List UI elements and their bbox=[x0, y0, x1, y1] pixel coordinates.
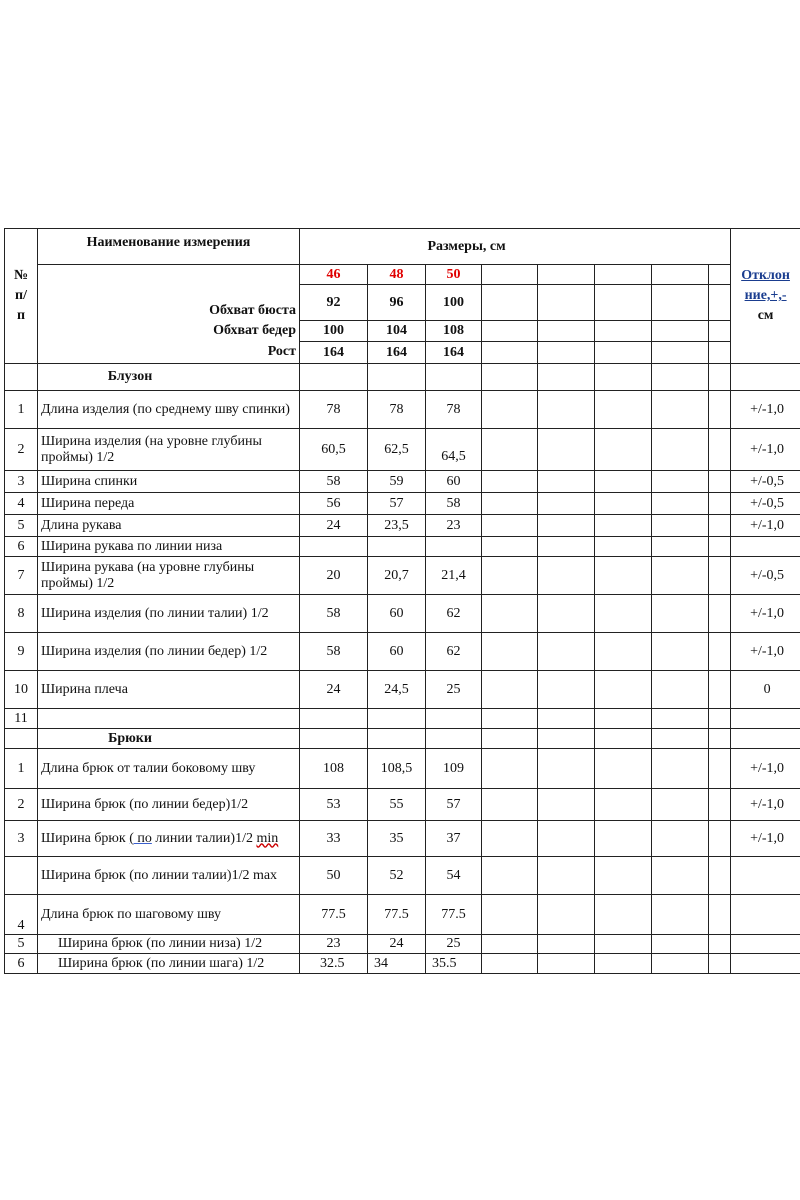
header-name bbox=[38, 229, 300, 265]
table-row bbox=[5, 789, 800, 821]
empty-cell bbox=[482, 265, 538, 285]
deviation-value: +/-1,0 bbox=[731, 749, 800, 789]
size-value: 77.5 bbox=[426, 895, 482, 935]
table-row bbox=[5, 709, 800, 729]
deviation-value: +/-1,0 bbox=[731, 595, 800, 633]
table-row bbox=[5, 595, 800, 633]
param-label-hips: Обхват бедер bbox=[38, 321, 300, 342]
row-number: 5 bbox=[5, 515, 38, 537]
bust-value: 92 bbox=[300, 285, 368, 321]
table-row bbox=[5, 633, 800, 671]
size-value: 25 bbox=[426, 935, 482, 954]
row-name: Ширина изделия (по линии бедер) 1/2 bbox=[38, 633, 300, 671]
empty-cell bbox=[538, 857, 595, 895]
size-value: 24 bbox=[300, 515, 368, 537]
empty-cell bbox=[595, 285, 652, 321]
empty-cell bbox=[595, 729, 652, 749]
empty-cell bbox=[709, 729, 731, 749]
row-number: 2 bbox=[5, 429, 38, 471]
empty-cell bbox=[538, 285, 595, 321]
size-chart-sheet bbox=[4, 228, 800, 974]
empty-cell bbox=[300, 729, 368, 749]
table-row bbox=[5, 471, 800, 493]
param-label-bust bbox=[38, 265, 300, 321]
size-value: 52 bbox=[368, 857, 426, 895]
empty-cell bbox=[300, 364, 368, 391]
empty-cell bbox=[538, 935, 595, 954]
size-46: 46 bbox=[300, 265, 368, 285]
empty-cell bbox=[538, 321, 595, 342]
deviation-value bbox=[731, 895, 800, 935]
deviation-value bbox=[731, 935, 800, 954]
empty-cell bbox=[368, 364, 426, 391]
row-number: 7 bbox=[5, 557, 38, 595]
height-value: 164 bbox=[368, 342, 426, 364]
header-row-top bbox=[5, 229, 800, 265]
size-value bbox=[426, 537, 482, 557]
size-value: 23 bbox=[300, 935, 368, 954]
size-value: 108 bbox=[300, 749, 368, 789]
size-value: 58 bbox=[300, 471, 368, 493]
trousers-rows bbox=[5, 749, 800, 974]
size-value bbox=[368, 709, 426, 729]
empty-cell bbox=[595, 595, 652, 633]
empty-cell bbox=[652, 429, 709, 471]
deviation-value: +/-0,5 bbox=[731, 493, 800, 515]
empty-cell bbox=[482, 321, 538, 342]
row-name: Ширина изделия (на уровне глубины проймы) 1/2 bbox=[38, 429, 300, 471]
empty-cell bbox=[482, 895, 538, 935]
empty-cell bbox=[538, 515, 595, 537]
empty-cell bbox=[538, 789, 595, 821]
row-name: Длина брюк по шаговому шву bbox=[38, 895, 300, 935]
empty-cell bbox=[709, 537, 731, 557]
bust-value: 100 bbox=[426, 285, 482, 321]
size-value: 50 bbox=[300, 857, 368, 895]
hips-row bbox=[5, 321, 800, 342]
row-number: 4 bbox=[5, 895, 38, 935]
row-number: 1 bbox=[5, 391, 38, 429]
empty-cell bbox=[5, 729, 38, 749]
size-value: 108,5 bbox=[368, 749, 426, 789]
empty-cell bbox=[595, 557, 652, 595]
size-value: 23,5 bbox=[368, 515, 426, 537]
row-name: Ширина спинки bbox=[38, 471, 300, 493]
row-name bbox=[38, 709, 300, 729]
empty-cell bbox=[595, 954, 652, 974]
empty-cell bbox=[538, 493, 595, 515]
empty-cell bbox=[709, 633, 731, 671]
empty-cell bbox=[426, 729, 482, 749]
table-row bbox=[5, 749, 800, 789]
empty-cell bbox=[482, 537, 538, 557]
empty-cell bbox=[709, 285, 731, 321]
empty-cell bbox=[595, 429, 652, 471]
empty-cell bbox=[538, 595, 595, 633]
empty-cell bbox=[538, 429, 595, 471]
empty-cell bbox=[652, 895, 709, 935]
size-value: 35 bbox=[368, 821, 426, 857]
size-value: 58 bbox=[300, 595, 368, 633]
row-number: 3 bbox=[5, 821, 38, 857]
row-name bbox=[38, 821, 300, 857]
empty-cell bbox=[652, 671, 709, 709]
empty-cell bbox=[709, 557, 731, 595]
empty-cell bbox=[482, 285, 538, 321]
empty-cell bbox=[709, 595, 731, 633]
row-number: 5 bbox=[5, 935, 38, 954]
row-name: Ширина переда bbox=[38, 493, 300, 515]
row-number: 6 bbox=[5, 954, 38, 974]
row-number: 2 bbox=[5, 789, 38, 821]
empty-cell bbox=[595, 493, 652, 515]
empty-cell bbox=[709, 265, 731, 285]
empty-cell bbox=[652, 954, 709, 974]
size-value: 58 bbox=[300, 633, 368, 671]
empty-cell bbox=[595, 471, 652, 493]
empty-cell bbox=[482, 821, 538, 857]
empty-cell bbox=[538, 537, 595, 557]
size-48: 48 bbox=[368, 265, 426, 285]
hips-value: 100 bbox=[300, 321, 368, 342]
empty-cell bbox=[595, 391, 652, 429]
row-number: 4 bbox=[5, 493, 38, 515]
hips-value: 104 bbox=[368, 321, 426, 342]
param-label-bust-text: Обхват бюста bbox=[209, 302, 296, 318]
section-title-blouse: Блузон bbox=[38, 364, 300, 391]
empty-cell bbox=[595, 364, 652, 391]
size-value: 21,4 bbox=[426, 557, 482, 595]
table-row bbox=[5, 391, 800, 429]
size-value: 23 bbox=[426, 515, 482, 537]
height-row bbox=[5, 342, 800, 364]
empty-cell bbox=[709, 709, 731, 729]
empty-cell bbox=[482, 557, 538, 595]
header-deviation-line1: Отклон bbox=[741, 268, 790, 283]
empty-cell bbox=[652, 557, 709, 595]
empty-cell bbox=[538, 709, 595, 729]
table-row bbox=[5, 537, 800, 557]
header-num bbox=[5, 229, 38, 364]
empty-cell bbox=[652, 493, 709, 515]
size-value: 64,5 bbox=[426, 429, 482, 471]
empty-cell bbox=[595, 749, 652, 789]
size-label-row bbox=[5, 265, 800, 285]
deviation-value: +/-1,0 bbox=[731, 429, 800, 471]
empty-cell bbox=[652, 342, 709, 364]
size-value: 53 bbox=[300, 789, 368, 821]
size-value: 57 bbox=[426, 789, 482, 821]
deviation-value: +/-0,5 bbox=[731, 471, 800, 493]
empty-cell bbox=[482, 471, 538, 493]
empty-cell bbox=[709, 789, 731, 821]
empty-cell bbox=[709, 515, 731, 537]
empty-cell bbox=[482, 342, 538, 364]
blouse-rows bbox=[5, 391, 800, 729]
header-name-label: Наименование измерения bbox=[86, 235, 251, 250]
empty-cell bbox=[595, 537, 652, 557]
size-value: 62 bbox=[426, 595, 482, 633]
deviation-value: 0 bbox=[731, 671, 800, 709]
size-value: 78 bbox=[300, 391, 368, 429]
table-row bbox=[5, 557, 800, 595]
empty-cell bbox=[652, 935, 709, 954]
table-row bbox=[5, 954, 800, 974]
empty-cell bbox=[595, 633, 652, 671]
empty-cell bbox=[652, 729, 709, 749]
empty-cell bbox=[709, 935, 731, 954]
table-row bbox=[5, 671, 800, 709]
empty-cell bbox=[709, 391, 731, 429]
row-name: Ширина брюк (по линии низа) 1/2 bbox=[38, 935, 300, 954]
empty-cell bbox=[595, 935, 652, 954]
size-value: 57 bbox=[368, 493, 426, 515]
size-value: 35.5 bbox=[426, 954, 482, 974]
row-name: Ширина плеча bbox=[38, 671, 300, 709]
empty-cell bbox=[731, 364, 800, 391]
section-title-trousers: Брюки bbox=[38, 729, 300, 749]
empty-cell bbox=[709, 364, 731, 391]
empty-cell bbox=[538, 557, 595, 595]
size-value: 59 bbox=[368, 471, 426, 493]
header-deviation bbox=[731, 229, 800, 364]
empty-cell bbox=[709, 429, 731, 471]
empty-cell bbox=[538, 821, 595, 857]
size-value: 34 bbox=[368, 954, 426, 974]
size-value bbox=[426, 709, 482, 729]
row-name: Ширина рукава (на уровне глубины проймы) 1/2 bbox=[38, 557, 300, 595]
empty-cell bbox=[595, 895, 652, 935]
row-name: Длина рукава bbox=[38, 515, 300, 537]
row-number: 9 bbox=[5, 633, 38, 671]
empty-cell bbox=[652, 391, 709, 429]
header-deviation-line3: см bbox=[757, 308, 774, 323]
size-value: 109 bbox=[426, 749, 482, 789]
table-row bbox=[5, 895, 800, 935]
empty-cell bbox=[652, 749, 709, 789]
empty-cell bbox=[538, 749, 595, 789]
table-row bbox=[5, 821, 800, 857]
deviation-value: +/-0,5 bbox=[731, 557, 800, 595]
empty-cell bbox=[538, 671, 595, 709]
size-value: 55 bbox=[368, 789, 426, 821]
empty-cell bbox=[652, 515, 709, 537]
height-value: 164 bbox=[300, 342, 368, 364]
param-label-height: Рост bbox=[38, 342, 300, 364]
size-chart-table bbox=[4, 228, 800, 974]
size-value bbox=[368, 537, 426, 557]
size-value: 60,5 bbox=[300, 429, 368, 471]
empty-cell bbox=[595, 671, 652, 709]
empty-cell bbox=[482, 671, 538, 709]
deviation-value bbox=[731, 954, 800, 974]
size-value: 25 bbox=[426, 671, 482, 709]
deviation-value bbox=[731, 537, 800, 557]
row-name-part: линии талии)1/2 bbox=[151, 830, 257, 846]
section-title-row bbox=[5, 364, 800, 391]
size-value: 32.5 bbox=[300, 954, 368, 974]
empty-cell bbox=[595, 709, 652, 729]
deviation-value: +/-1,0 bbox=[731, 633, 800, 671]
empty-cell bbox=[731, 729, 800, 749]
empty-cell bbox=[595, 821, 652, 857]
size-value: 20,7 bbox=[368, 557, 426, 595]
row-number: 10 bbox=[5, 671, 38, 709]
size-value: 60 bbox=[368, 595, 426, 633]
row-name: Длина брюк от талии боковому шву bbox=[38, 749, 300, 789]
empty-cell bbox=[709, 895, 731, 935]
empty-cell bbox=[709, 471, 731, 493]
size-value: 60 bbox=[426, 471, 482, 493]
size-50: 50 bbox=[426, 265, 482, 285]
row-name-part: min bbox=[256, 830, 279, 846]
empty-cell bbox=[482, 709, 538, 729]
size-value: 77.5 bbox=[300, 895, 368, 935]
row-name: Ширина изделия (по линии талии) 1/2 bbox=[38, 595, 300, 633]
deviation-value: +/-1,0 bbox=[731, 515, 800, 537]
empty-cell bbox=[538, 364, 595, 391]
empty-cell bbox=[538, 895, 595, 935]
size-value: 54 bbox=[426, 857, 482, 895]
row-name: Ширина брюк (по линии шага) 1/2 bbox=[38, 954, 300, 974]
row-name: Длина изделия (по среднему шву спинки) bbox=[38, 391, 300, 429]
empty-cell bbox=[482, 429, 538, 471]
table-row bbox=[5, 493, 800, 515]
empty-cell bbox=[709, 321, 731, 342]
size-value bbox=[300, 537, 368, 557]
size-value: 62 bbox=[426, 633, 482, 671]
empty-cell bbox=[652, 857, 709, 895]
empty-cell bbox=[652, 709, 709, 729]
empty-cell bbox=[709, 342, 731, 364]
size-value: 20 bbox=[300, 557, 368, 595]
row-number: 8 bbox=[5, 595, 38, 633]
empty-cell bbox=[482, 364, 538, 391]
header-sizes bbox=[300, 229, 731, 265]
row-number: 3 bbox=[5, 471, 38, 493]
empty-cell bbox=[595, 265, 652, 285]
size-value: 24 bbox=[300, 671, 368, 709]
empty-cell bbox=[538, 633, 595, 671]
empty-cell bbox=[652, 821, 709, 857]
row-number: 11 bbox=[5, 709, 38, 729]
empty-cell bbox=[538, 391, 595, 429]
size-value: 78 bbox=[368, 391, 426, 429]
size-value bbox=[300, 709, 368, 729]
size-value: 62,5 bbox=[368, 429, 426, 471]
size-value: 60 bbox=[368, 633, 426, 671]
empty-cell bbox=[538, 471, 595, 493]
size-value: 24 bbox=[368, 935, 426, 954]
empty-cell bbox=[538, 954, 595, 974]
bust-value: 96 bbox=[368, 285, 426, 321]
empty-cell bbox=[652, 364, 709, 391]
empty-cell bbox=[709, 671, 731, 709]
empty-cell bbox=[482, 749, 538, 789]
empty-cell bbox=[652, 471, 709, 493]
table-row bbox=[5, 935, 800, 954]
empty-cell bbox=[482, 515, 538, 537]
empty-cell bbox=[482, 595, 538, 633]
empty-cell bbox=[482, 633, 538, 671]
empty-cell bbox=[482, 493, 538, 515]
empty-cell bbox=[426, 364, 482, 391]
row-number: 1 bbox=[5, 749, 38, 789]
empty-cell bbox=[482, 391, 538, 429]
size-value: 37 bbox=[426, 821, 482, 857]
empty-cell bbox=[595, 515, 652, 537]
row-number: 6 bbox=[5, 537, 38, 557]
size-value: 56 bbox=[300, 493, 368, 515]
empty-cell bbox=[595, 789, 652, 821]
empty-cell bbox=[709, 749, 731, 789]
row-name-part: ( по bbox=[129, 830, 152, 846]
table-row bbox=[5, 515, 800, 537]
empty-cell bbox=[482, 729, 538, 749]
row-name: Ширина рукава по линии низа bbox=[38, 537, 300, 557]
section-title-row bbox=[5, 729, 800, 749]
size-value: 78 bbox=[426, 391, 482, 429]
empty-cell bbox=[595, 342, 652, 364]
empty-cell bbox=[652, 321, 709, 342]
hips-value: 108 bbox=[426, 321, 482, 342]
empty-cell bbox=[5, 364, 38, 391]
table-row bbox=[5, 429, 800, 471]
size-value: 33 bbox=[300, 821, 368, 857]
deviation-value: +/-1,0 bbox=[731, 821, 800, 857]
row-name: Ширина брюк (по линии талии)1/2 max bbox=[38, 857, 300, 895]
empty-cell bbox=[538, 729, 595, 749]
empty-cell bbox=[709, 857, 731, 895]
deviation-value: +/-1,0 bbox=[731, 789, 800, 821]
empty-cell bbox=[482, 954, 538, 974]
empty-cell bbox=[652, 789, 709, 821]
row-name: Ширина брюк (по линии бедер)1/2 bbox=[38, 789, 300, 821]
empty-cell bbox=[595, 321, 652, 342]
empty-cell bbox=[652, 537, 709, 557]
height-value: 164 bbox=[426, 342, 482, 364]
size-value: 24,5 bbox=[368, 671, 426, 709]
empty-cell bbox=[538, 342, 595, 364]
empty-cell bbox=[482, 789, 538, 821]
empty-cell bbox=[652, 595, 709, 633]
deviation-value bbox=[731, 709, 800, 729]
deviation-value bbox=[731, 857, 800, 895]
empty-cell bbox=[652, 265, 709, 285]
size-value: 77.5 bbox=[368, 895, 426, 935]
empty-cell bbox=[595, 857, 652, 895]
empty-cell bbox=[652, 285, 709, 321]
empty-cell bbox=[709, 954, 731, 974]
row-name-part: Ширина брюк bbox=[41, 830, 130, 846]
empty-cell bbox=[538, 265, 595, 285]
empty-cell bbox=[482, 935, 538, 954]
deviation-value: +/-1,0 bbox=[731, 391, 800, 429]
empty-cell bbox=[709, 821, 731, 857]
empty-cell bbox=[709, 493, 731, 515]
header-num-text: № п/ п bbox=[13, 268, 29, 323]
table-row bbox=[5, 857, 800, 895]
header-deviation-line2: ние,+,- bbox=[744, 288, 787, 303]
row-number bbox=[5, 857, 38, 895]
empty-cell bbox=[482, 857, 538, 895]
empty-cell bbox=[652, 633, 709, 671]
header-sizes-label: Размеры, см bbox=[427, 238, 506, 254]
size-value: 58 bbox=[426, 493, 482, 515]
empty-cell bbox=[368, 729, 426, 749]
